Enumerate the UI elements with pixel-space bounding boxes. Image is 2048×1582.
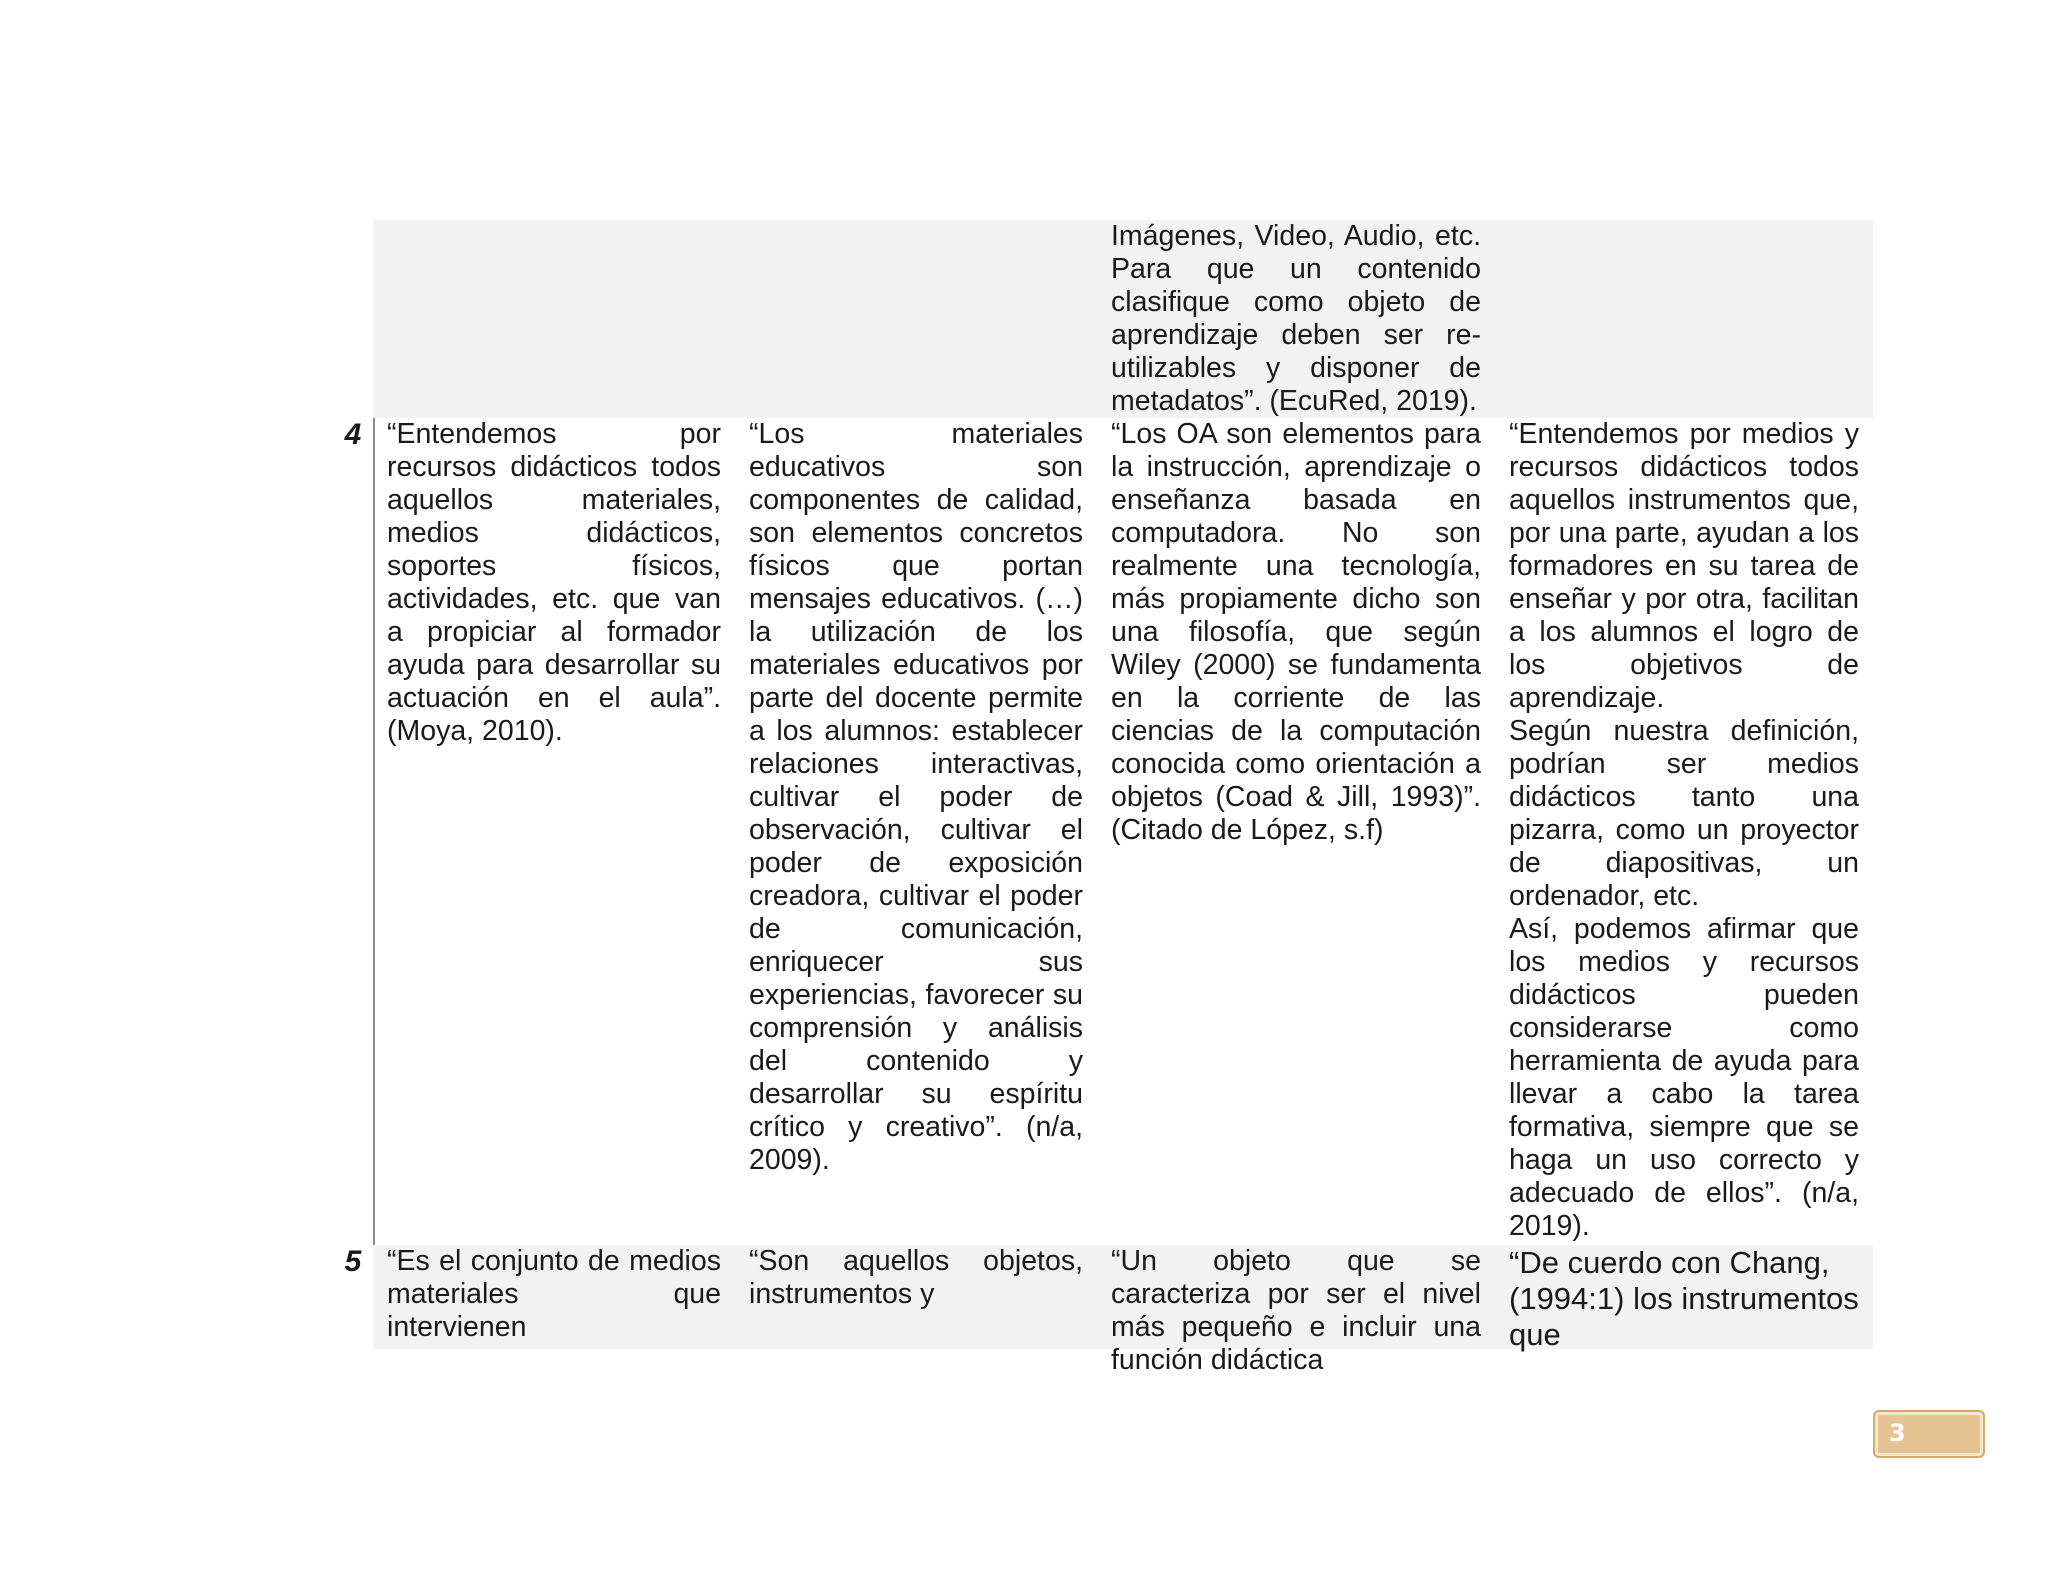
table-cell-col3: “Los OA son elementos para la instrucción, aprendizaje o enseñanza basada en computadora. No son realmente una tecnología, más propiamente dicho son una filosofía, que según Wiley (2000) se fundamenta en la corriente de las ciencias de la computación conocida como orientación a objetos (Coad & Jill, 1993)”. (Citado de López, s.f) bbox=[1111, 418, 1481, 846]
table-cell-col1: “Entendemos por recursos didácticos todos aquellos materiales, medios didácticos, soportes físicos, actividades, etc. que van a propiciar al formador ayuda para desarrollar su actuación en el aula”. (Moya, 2010). bbox=[387, 418, 721, 747]
table-cell-col2: “Son aquellos objetos, instrumentos y bbox=[749, 1245, 1083, 1310]
table-row bbox=[344, 1245, 1873, 1376]
page-number: 3 bbox=[1889, 1419, 1906, 1447]
row-number: 4 bbox=[344, 418, 362, 451]
table-cell-col3: “Un objeto que se caracteriza por ser el nivel más pequeño e incluir una función didáctica bbox=[1111, 1245, 1481, 1376]
row-number: 5 bbox=[344, 1245, 362, 1278]
definitions-table bbox=[344, 220, 1873, 1376]
table-cell-col1: “Es el conjunto de medios materiales que intervienen bbox=[387, 1245, 721, 1343]
table-cell-col2 bbox=[735, 220, 1097, 418]
table-row bbox=[373, 220, 1873, 418]
cell-paragraph: Así, podemos afirmar que los medios y recursos didácticos pueden considerarse como herramienta de ayuda para llevar a cabo la tarea formativa, siempre que se haga un uso correcto y adecuado de ellos”. (n/a, 2019). bbox=[1509, 913, 1859, 1242]
cell-paragraph: Según nuestra definición, podrían ser medios didácticos tanto una pizarra, como un proyector de diapositivas, un ordenador, etc. bbox=[1509, 715, 1859, 912]
page-number-badge bbox=[1873, 1410, 1985, 1458]
table-cell-col2: “Los materiales educativos son componentes de calidad, son elementos concretos físicos que portan mensajes educativos. (…) la utilización de los materiales educativos por parte del docente permite a los alumnos: establecer relaciones interactivas, cultivar el poder de observación, cultivar el poder de exposición creadora, cultivar el poder de comunicación, enriquecer sus experiencias, favorecer su comprensión y análisis del contenido y desarrollar su espíritu crítico y creativo”. (n/a, 2009). bbox=[749, 418, 1083, 1176]
table-cell-col4: “De cuerdo con Chang, (1994:1) los instrumentos que bbox=[1509, 1245, 1859, 1352]
table-row bbox=[344, 418, 1873, 1245]
cell-paragraph: “Entendemos por medios y recursos didácticos todos aquellos instrumentos que, por una parte, ayudan a los formadores en su tarea de enseñar y por otra, facilitan a los alumnos el logro de los objetivos de aprendizaje. bbox=[1509, 418, 1859, 714]
table-cell-col3: Imágenes, Video, Audio, etc. Para que un contenido clasifique como objeto de aprendizaje deben ser re-utilizables y disponer de metadatos”. (EcuRed, 2019). bbox=[1111, 220, 1481, 417]
table-cell-col4 bbox=[1495, 418, 1873, 1245]
table-cell-col4 bbox=[1495, 220, 1873, 418]
table-cell-col1 bbox=[373, 220, 735, 418]
